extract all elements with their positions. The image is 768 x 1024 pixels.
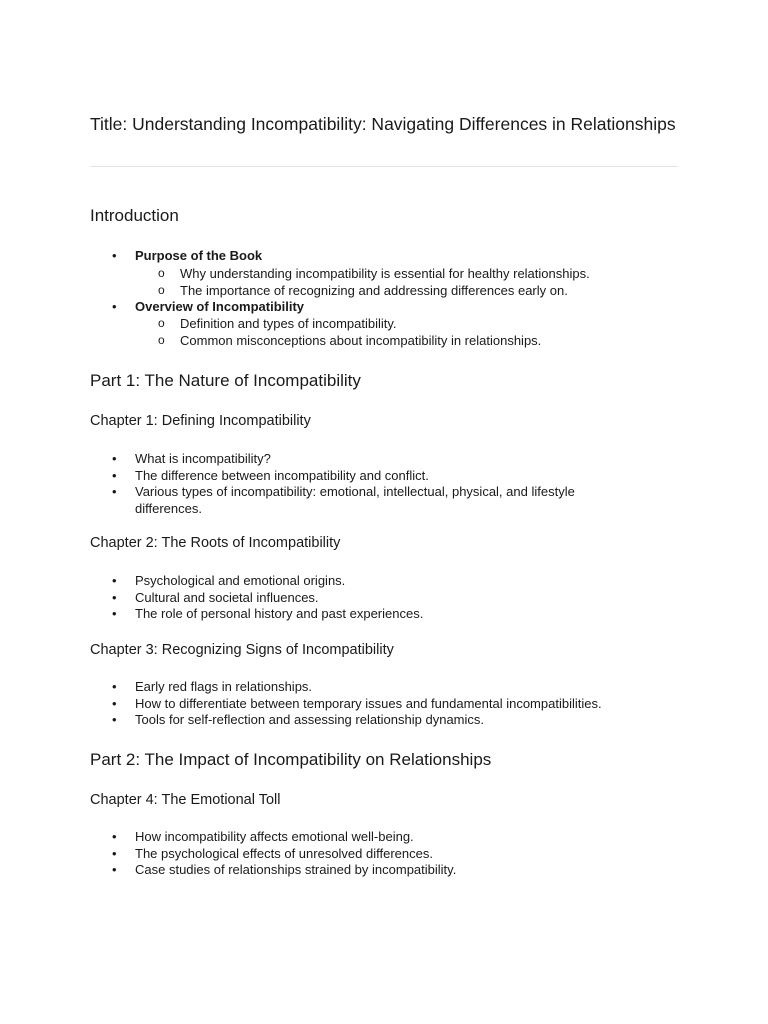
title-divider xyxy=(90,166,678,167)
sublist-item: o Definition and types of incompatibility. xyxy=(135,315,678,332)
part1-heading: Part 1: The Nature of Incompatibility xyxy=(90,371,361,390)
chapter4-list xyxy=(90,829,678,879)
chapter3-heading: Chapter 3: Recognizing Signs of Incompatibility xyxy=(90,642,394,658)
purpose-label: Purpose of the Book xyxy=(135,248,263,263)
list-item xyxy=(90,248,678,299)
purpose-sublist xyxy=(135,265,678,299)
list-item: • Tools for self-reflection and assessing relationship dynamics. xyxy=(90,712,678,729)
introduction-heading: Introduction xyxy=(90,206,179,225)
chapter1-heading: Chapter 1: Defining Incompatibility xyxy=(90,413,311,429)
list-item: • How incompatibility affects emotional well-being. xyxy=(90,829,678,846)
chapter4-heading: Chapter 4: The Emotional Toll xyxy=(90,792,281,808)
list-item: • The role of personal history and past experiences. xyxy=(90,606,678,623)
sublist-item: o Common misconceptions about incompatibility in relationships. xyxy=(135,332,678,349)
document-title: Title: Understanding Incompatibility: Navigating Differences in Relationships xyxy=(90,114,676,134)
chapter2-list xyxy=(90,573,678,623)
list-item xyxy=(90,299,678,350)
list-item xyxy=(90,484,678,517)
overview-label: Overview of Incompatibility xyxy=(135,298,305,314)
list-item: • Early red flags in relationships. xyxy=(90,679,678,696)
sublist-item: o The importance of recognizing and addressing differences early on. xyxy=(135,282,678,299)
list-item: • Case studies of relationships strained by incompatibility. xyxy=(90,862,678,879)
list-item: • Psychological and emotional origins. xyxy=(90,573,678,590)
chapter2-heading: Chapter 2: The Roots of Incompatibility xyxy=(90,535,341,551)
overview-sublist xyxy=(135,315,678,349)
list-item: • What is incompatibility? xyxy=(90,451,678,468)
sublist-item: o Why understanding incompatibility is essential for healthy relationships. xyxy=(135,265,678,282)
list-item-text: • Various types of incompatibility: emotional, intellectual, physical, and lifestyle differences. xyxy=(135,484,575,516)
list-item: • How to differentiate between temporary issues and fundamental incompatibilities. xyxy=(90,696,678,713)
part2-heading: Part 2: The Impact of Incompatibility on Relationships xyxy=(90,750,492,769)
chapter1-list xyxy=(90,451,678,517)
chapter3-list xyxy=(90,679,678,729)
list-item: • Cultural and societal influences. xyxy=(90,590,678,607)
list-item: • The psychological effects of unresolved differences. xyxy=(90,846,678,863)
list-item: • The difference between incompatibility and conflict. xyxy=(90,468,678,485)
introduction-list xyxy=(90,248,678,349)
